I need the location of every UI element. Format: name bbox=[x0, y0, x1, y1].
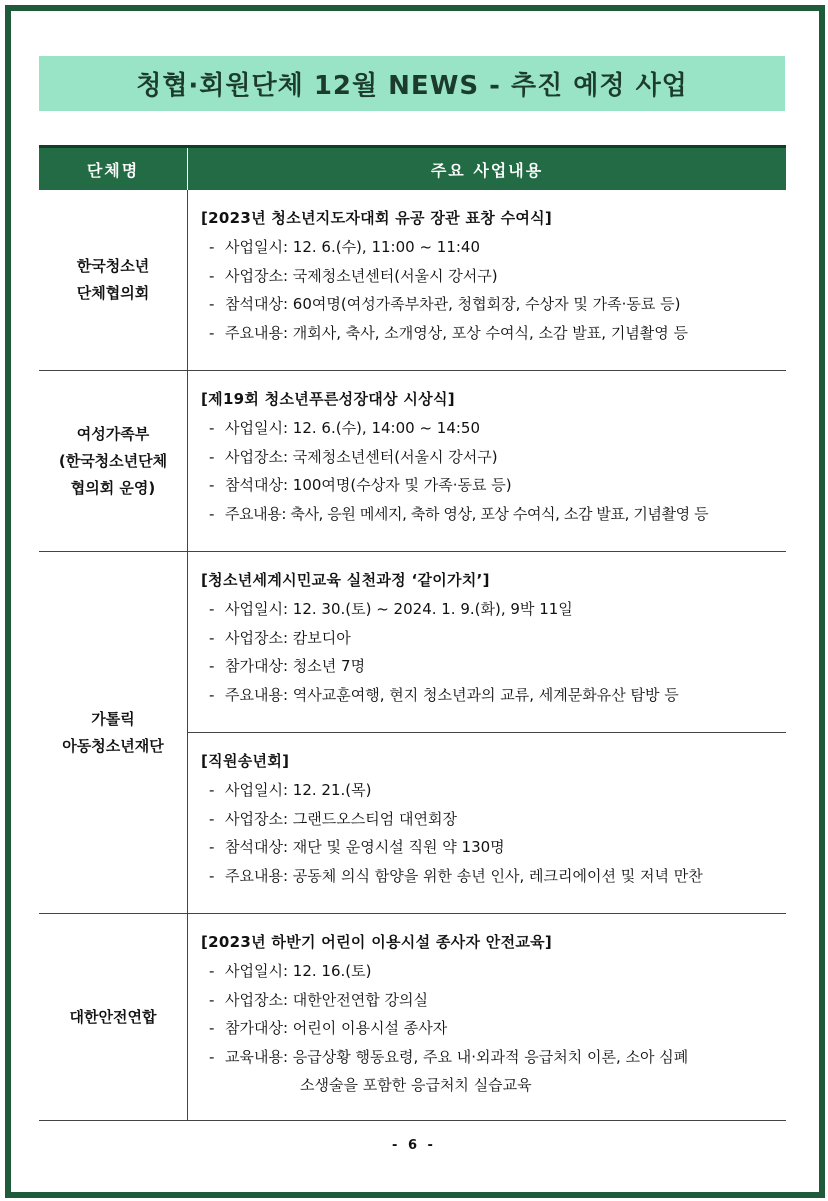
detail-line: - 사업장소: 대한안전연합 강의실 bbox=[209, 990, 428, 1009]
projects-table bbox=[39, 145, 786, 1121]
detail-line: - 참석대상: 재단 및 운영시설 직원 약 130명 bbox=[209, 838, 505, 856]
project-item bbox=[188, 371, 786, 540]
content-cell bbox=[188, 190, 787, 371]
project-title: [제19회 청소년푸른성장대상 시상식] bbox=[201, 390, 455, 408]
content-cell bbox=[188, 371, 787, 552]
org-name-line: 아동청소년재단 bbox=[62, 736, 164, 755]
project-item bbox=[188, 190, 786, 359]
org-name-line: 가톨릭 bbox=[91, 709, 135, 728]
project-item bbox=[188, 552, 786, 721]
detail-line: - 사업장소: 그랜드오스티엄 대연회장 bbox=[209, 809, 457, 828]
detail-line: - 사업장소: 국제청소년센터(서울시 강서구) bbox=[209, 266, 498, 285]
org-cell bbox=[39, 190, 188, 371]
org-cell bbox=[39, 371, 188, 552]
detail-line: - 주요내용: 축사, 응원 메세지, 축하 영상, 포상 수여식, 소감 발표, 기념촬영 등 bbox=[209, 504, 709, 523]
page-title: 청협·회원단체 12월 NEWS - 추진 예정 사업 bbox=[136, 71, 688, 101]
org-name-line: (한국청소년단체 bbox=[58, 451, 168, 470]
content-cell bbox=[188, 733, 787, 914]
detail-line: - 참석대상: 60여명(여성가족부차관, 청협회장, 수상자 및 가족·동료 등) bbox=[209, 295, 681, 313]
detail-line: - 참석대상: 100여명(수상자 및 가족·동료 등) bbox=[209, 476, 512, 494]
page-number: - 6 - bbox=[392, 1138, 436, 1153]
org-name-line: 여성가족부 bbox=[76, 424, 150, 443]
detail-line: - 사업일시: 12. 21.(목) bbox=[209, 781, 372, 799]
detail-line: - 주요내용: 개회사, 축사, 소개영상, 포상 수여식, 소감 발표, 기념촬영 등 bbox=[209, 323, 689, 342]
detail-line: - 사업일시: 12. 6.(수), 14:00 ~ 14:50 bbox=[209, 419, 481, 437]
org-name-line: 한국청소년 bbox=[76, 257, 150, 275]
detail-line: - 참가대상: 어린이 이용시설 종사자 bbox=[209, 1019, 448, 1037]
header-content: 주요 사업내용 bbox=[188, 147, 787, 191]
detail-line: - 사업일시: 12. 30.(토) ~ 2024. 1. 9.(화), 9박 11일 bbox=[209, 600, 573, 618]
table-row bbox=[39, 914, 786, 1121]
org-cell bbox=[39, 914, 188, 1121]
detail-line: - 주요내용: 역사교훈여행, 현지 청소년과의 교류, 세계문화유산 탐방 등 bbox=[209, 685, 679, 704]
detail-line: - 주요내용: 공동체 의식 함양을 위한 송년 인사, 레크리에이션 및 저녁 만찬 bbox=[209, 866, 703, 885]
org-cell bbox=[39, 552, 188, 914]
detail-line: - 사업일시: 12. 16.(토) bbox=[209, 962, 372, 980]
table-row bbox=[39, 371, 786, 552]
content-cell bbox=[188, 914, 787, 1121]
title-banner bbox=[39, 56, 785, 111]
detail-continuation: 소생술을 포함한 응급처치 실습교육 bbox=[300, 1076, 532, 1094]
org-name-line: 단체협의회 bbox=[76, 284, 150, 302]
table-header-row bbox=[39, 147, 786, 191]
project-item bbox=[188, 914, 786, 1112]
org-name-line: 협의회 운영) bbox=[70, 478, 156, 497]
project-title: [2023년 하반기 어린이 이용시설 종사자 안전교육] bbox=[201, 933, 553, 951]
detail-line: - 사업장소: 국제청소년센터(서울시 강서구) bbox=[209, 447, 498, 466]
detail-line: - 사업일시: 12. 6.(수), 11:00 ~ 11:40 bbox=[209, 238, 481, 256]
content-cell bbox=[188, 552, 787, 733]
table-row bbox=[39, 190, 786, 371]
project-title: [직원송년회] bbox=[201, 752, 290, 770]
header-org: 단체명 bbox=[39, 147, 188, 191]
detail-line: - 교육내용: 응급상황 행동요령, 주요 내·외과적 응급처치 이론, 소아 심폐 bbox=[209, 1047, 689, 1066]
project-item bbox=[188, 733, 786, 902]
table-row bbox=[39, 552, 786, 733]
org-name-line: 대한안전연합 bbox=[69, 1007, 157, 1026]
detail-line: - 사업장소: 캄보디아 bbox=[209, 628, 351, 647]
project-title: [청소년세계시민교육 실천과정 ‘같이가치’] bbox=[201, 571, 490, 589]
detail-line: - 참가대상: 청소년 7명 bbox=[209, 657, 366, 675]
project-title: [2023년 청소년지도자대회 유공 장관 표창 수여식] bbox=[201, 209, 553, 227]
